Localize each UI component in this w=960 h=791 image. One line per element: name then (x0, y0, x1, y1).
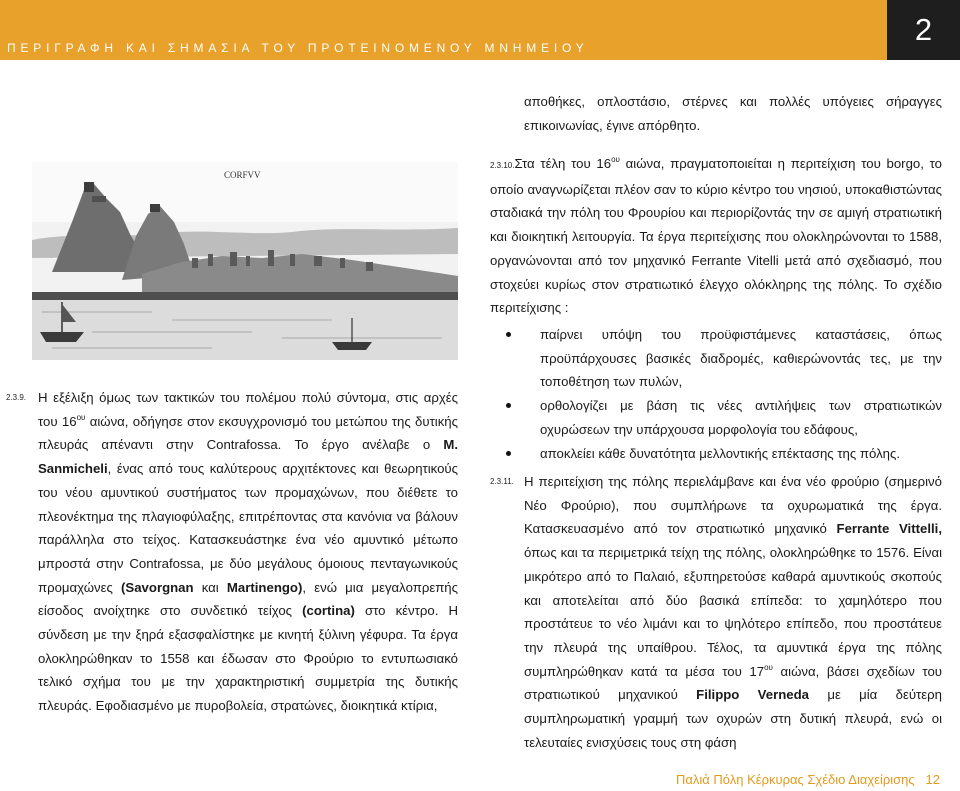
paragraph-continuation: αποθήκες, οπλοστάσιο, στέρνες και πολλές υπόγειες σήραγγες επικοινωνίας, έγινε απόρθητο. (524, 94, 942, 133)
list-item: ορθολογίζει με βάση τις νέες αντιλήψεις των στρατιωτικών οχυρώσεων την υπάρχουσα μορφολογία του εδάφους, (504, 394, 942, 441)
list-item: παίρνει υπόψη του προϋφιστάμενες καταστάσεις, όπως προϋπάρχουσες βασικές διαδρομές, καθιερώνοντάς τες, με την τοποθέτηση των πυλών, (504, 323, 942, 394)
bold-name: (Savorgnan (121, 579, 194, 595)
paragraph-2-3-9: Η εξέλιξη όμως των τακτικών του πολέμου πολύ σύντομα, στις αρχές του $16^{o\upsilon}$ αιώνα, οδήγησε στον εκσυγχρονισμό του μετώπου της δυτικής πλευράς απέναντι στην Contrafossa. Το έργο ανέλαβε ο Μ. Sanmicheli, ένας από τους καλύτερους αρχιτέκτονες και θεωρητικούς του νέου αμυντικού συστήματος των προμαχώνων, που διέθετε το πλεονέκτημα της πλαγιοφύλαξης, επιτρέποντας στα κανόνια να βάλουν παράλληλα στο τείχος. Κατασκευάστηκε ένα νέο αμυντικό μέτωπο μπροστά στην Contrafossa, με δύο μεγάλους όμοιους πενταγωνικούς προμαχώνες (Savorgnan και Martinengo), ενώ μια μεγαλοπρεπής είσοδος ανοίχτηκε στο συνδετικό τείχος (cortina) στο κέντρο. Η σύνδεση με την ξηρά εξασφαλίστηκε με κινητή ξύλινη γέφυρα. Τα έργα ολοκληρώθηκαν το 1558 και έδωσαν στο Φρούριο το εντυπωσιακό τελικό σχήμα του με την χαρακτηριστική συμμετρία της δυτικής πλευράς. Εφοδιασμένο με πυροβολεία, στρατώνες, διοικητικά κτίρια, (38, 390, 458, 714)
bold-name: Ferrante Vittelli, (836, 521, 942, 537)
bold-name: Martinengo) (226, 579, 303, 595)
section-number-2-3-11: 2.3.11. (490, 477, 514, 486)
footer-title: Παλιά Πόλη Κέρκυρας Σχέδιο Διαχείρισης (675, 772, 915, 787)
page-number: 12 (925, 772, 940, 787)
bold-name: Filippo Verneda (696, 687, 810, 703)
bullet-icon (506, 451, 511, 456)
list-item: αποκλείει κάθε δυνατότητα μελλοντικής επέκτασης της πόλης. (504, 442, 942, 466)
bullet-icon (506, 403, 511, 408)
bullet-list (504, 323, 942, 465)
bold-term: (cortina) (302, 603, 355, 619)
corfu-engraving-image (32, 162, 458, 360)
section-number-2-3-10: 2.3.10. (490, 161, 515, 170)
section-number-2-3-9: 2.3.9. (6, 393, 27, 402)
section-title: ΠΕΡΙΓΡΑΦΗ ΚΑΙ ΣΗΜΑΣΙΑ ΤΟΥ ΠΡΟΤΕΙΝΟΜΕΝΟΥ ΜΝΗΜΕΙΟΥ (7, 41, 589, 55)
paragraph-2-3-11: Η περιτείχιση της πόλης περιελάμβανε και ένα νέο φρούριο (σημερινό Νέο Φρούριο), που συμπλήρωνε τα οχυρωματικά της έργα. Κατασκευασμένο από τον στρατιωτικό μηχανικό Ferrante Vittelli, όπως και τα περιμετρικά τείχη της πόλης, ολοκληρώθηκε το 1576. Είναι μικρότερο από το Παλαιό, εξυπηρετούσε καθαρά αμυντικούς σκοπούς και αποτελείται από δύο βασικά επίπεδα: το χαμηλότερο που προστάτευε το νέο λιμάνι και το ψηλότερο επίπεδο, που προστάτευε την πλευρά της υπαίθρου. Τέλος, τα αμυντικά έργα της πόλης συμπληρώθηκαν κατά τα μέσα του $17^{o\upsilon}$ αιώνα, βάσει σχεδίων του στρατιωτικού μηχανικού Filippo Verneda με μία δεύτερη συμπληρωματική γραμμή των οχυρών στη δυτική πλευρά, ενώ οι τελευταίες ενισχύσεις τους στη φάση (524, 474, 943, 750)
bold-name: Μ. Sanmicheli (38, 437, 458, 477)
page-footer (620, 772, 940, 787)
engraving-caption: CORFVV (224, 170, 261, 180)
paragraph-2-3-10: 2.3.10.Στα τέλη του $16^{o\upsilon}$ αιώνα, πραγματοποιείται η περιτείχιση του borgo, το οποίο αναγνωρίζεται πλέον σαν το κύριο κέντρο του νησιού, υποκαθιστώντας σταδιακά την πόλη του Φρουρίου και περιορίζοντάς την σε αμιγή στρατιωτική και διοικητική λειτουργία. Τα έργα περιτείχισης που ολοκληρώνονται το 1588, οργανώνονται από τον μηχανικό Ferrante Vitelli μετά από σχεδιασμό, που στοχεύει κυρίως στον στρατιωτικό έλεγχο ολόκληρης της πόλης. Το σχέδιο περιτείχισης : (490, 155, 942, 316)
bullet-icon (506, 332, 511, 337)
chapter-number: 2 (887, 0, 960, 60)
